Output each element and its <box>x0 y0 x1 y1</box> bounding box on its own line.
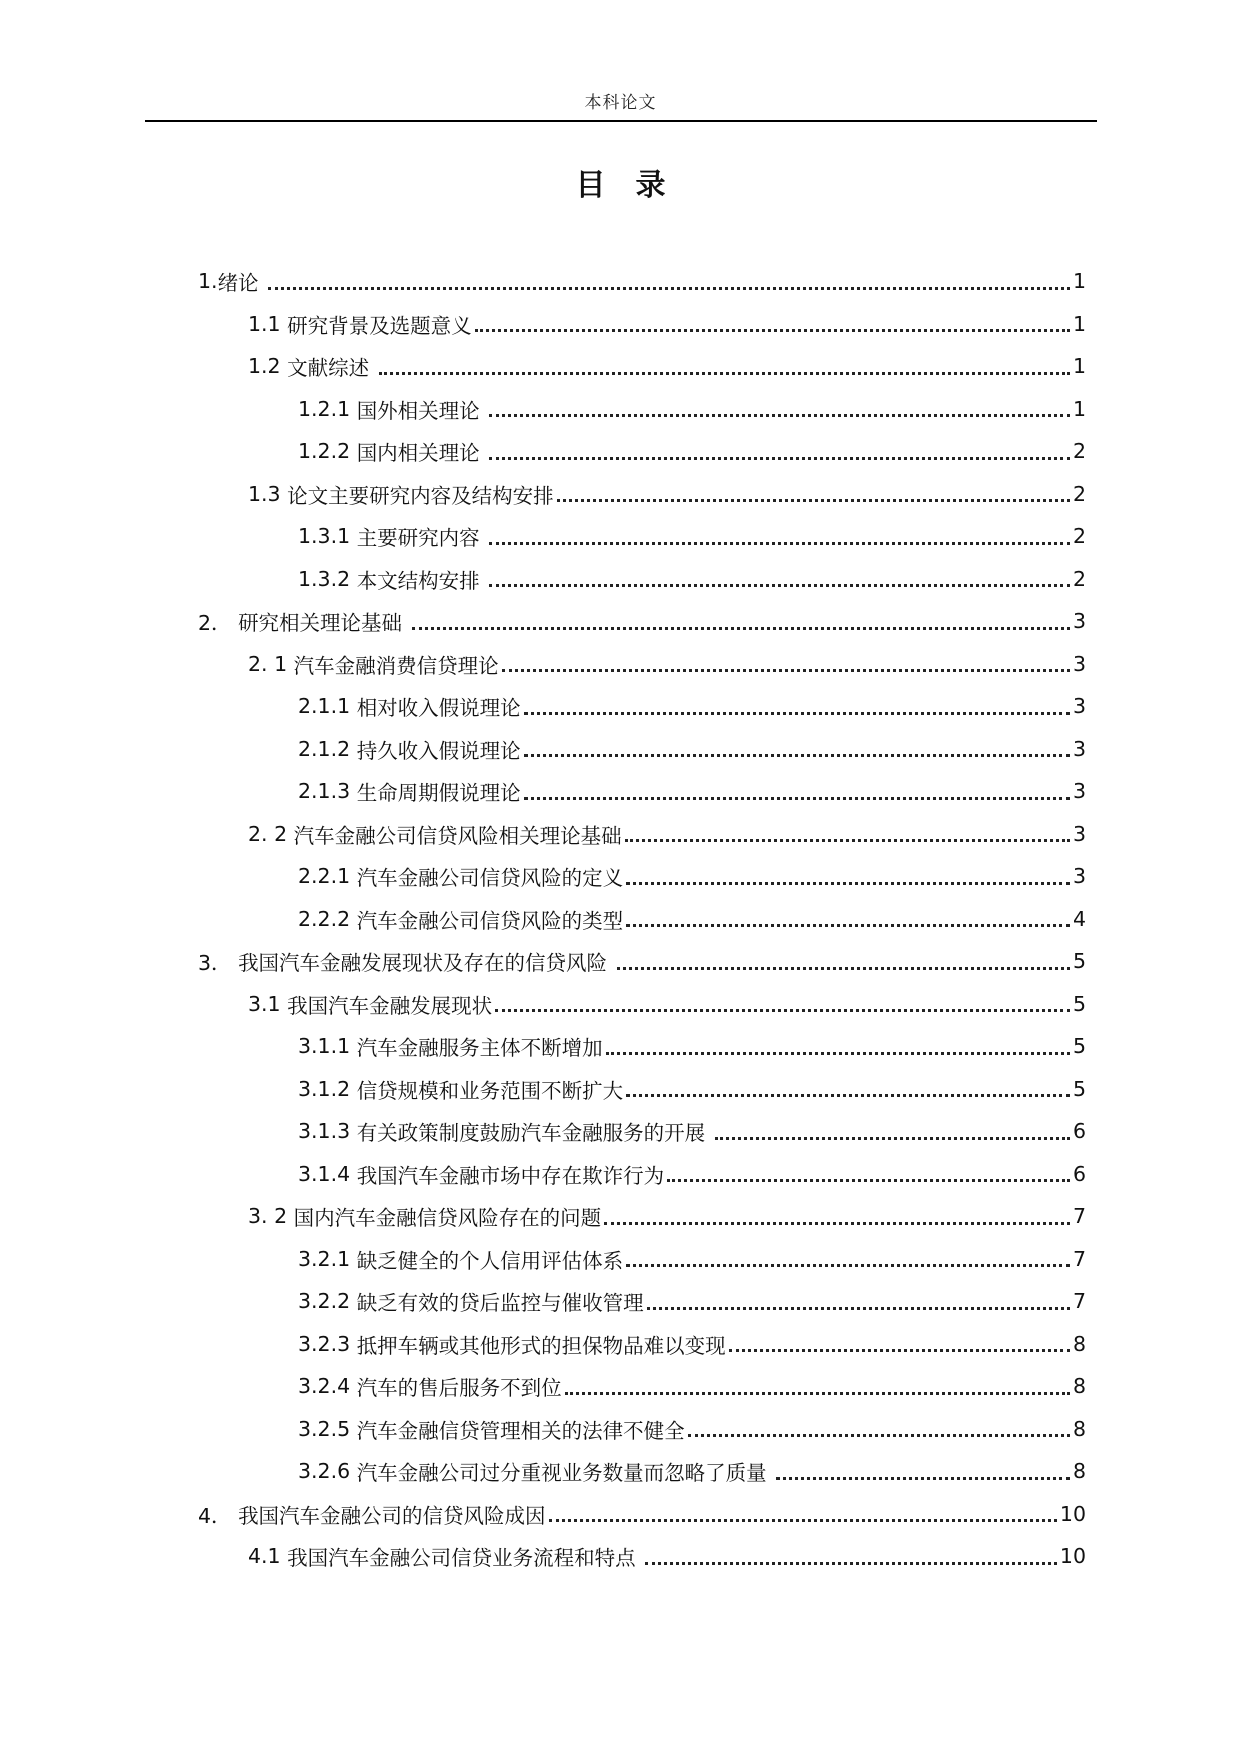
toc-entry-number: 2. 1 <box>248 651 294 676</box>
toc-entry-number: 3.2.4 <box>298 1374 357 1399</box>
toc-entry-title: 我国汽车金融发展现状及存在的信贷风险 <box>238 951 614 976</box>
toc-entry[interactable] <box>0 1195 1241 1238</box>
toc-entry-number: 3.2.3 <box>298 1331 357 1356</box>
toc-entry-title: 汽车金融公司信贷风险相关理论基础 <box>293 823 622 848</box>
toc-entry-page-number: 3 <box>1072 651 1086 676</box>
toc-entry-number: 1.3.2 <box>298 566 357 591</box>
toc-entry-title: 缺乏有效的贷后监控与催收管理 <box>356 1291 644 1316</box>
toc-entry[interactable] <box>0 898 1241 941</box>
toc-entry-number: 1.2.2 <box>298 439 357 464</box>
toc-entry-page-number: 1 <box>1072 354 1086 379</box>
toc-entry-title: 汽车金融公司过分重视业务数量而忽略了质量 <box>356 1461 774 1486</box>
toc-entry-page-number: 5 <box>1072 1034 1086 1059</box>
toc-entry-title: 国内汽车金融信贷风险存在的问题 <box>293 1206 602 1231</box>
toc-entry-title: 有关政策制度鼓励汽车金融服务的开展 <box>356 1121 712 1146</box>
dot-leader <box>626 924 1070 927</box>
dot-leader <box>667 1179 1070 1182</box>
toc-entry-page-number: 10 <box>1059 1544 1086 1569</box>
toc-entry[interactable] <box>0 388 1241 431</box>
toc-entry-number: 2.1.1 <box>298 694 357 719</box>
toc-entry-title: 我国汽车金融市场中存在欺诈行为 <box>356 1163 665 1188</box>
toc-entry-number: 1.3 <box>248 481 288 506</box>
toc-entry-page-number: 1 <box>1072 311 1086 336</box>
toc-entry-page-number: 3 <box>1072 736 1086 761</box>
toc-entry-title: 汽车金融公司信贷风险的定义 <box>356 866 624 891</box>
toc-entry-number: 3． <box>198 951 239 976</box>
dot-leader <box>715 1137 1070 1140</box>
toc-entry-title: 本文结构安排 <box>356 568 487 593</box>
toc-entry[interactable] <box>0 1365 1241 1408</box>
toc-entry[interactable] <box>0 1153 1241 1196</box>
toc-entry-number: 2. 2 <box>248 821 294 846</box>
toc-entry-page-number: 6 <box>1072 1161 1086 1186</box>
toc-entry-title: 汽车的售后服务不到位 <box>356 1376 562 1401</box>
toc-entry-title: 国内相关理论 <box>356 441 487 466</box>
dot-leader <box>565 1392 1070 1395</box>
toc-entry[interactable] <box>0 515 1241 558</box>
toc-entry-page-number: 8 <box>1072 1374 1086 1399</box>
dot-leader <box>645 1562 1057 1565</box>
dot-leader <box>549 1519 1057 1522</box>
toc-entry[interactable] <box>0 1238 1241 1281</box>
toc-entry-page-number: 7 <box>1072 1246 1086 1271</box>
toc-entry-number: 3.1.2 <box>298 1076 357 1101</box>
toc-entry-title: 我国汽车金融公司信贷业务流程和特点 <box>287 1546 643 1571</box>
toc-entry-page-number: 3 <box>1072 609 1086 634</box>
dot-leader <box>604 1222 1070 1225</box>
toc-entry-number: 3.2.5 <box>298 1416 357 1441</box>
toc-entry-title: 我国汽车金融公司的信贷风险成因 <box>238 1503 546 1528</box>
toc-entry[interactable] <box>0 940 1241 983</box>
dot-leader <box>495 1009 1070 1012</box>
toc-entry[interactable] <box>0 685 1241 728</box>
toc-entry-number: 2.2.2 <box>298 906 357 931</box>
toc-entry-page-number: 7 <box>1072 1289 1086 1314</box>
toc-entry-title: 国外相关理论 <box>356 398 487 423</box>
toc-entry-title: 生命周期假说理论 <box>356 781 521 806</box>
dot-leader <box>475 329 1070 332</box>
dot-leader <box>524 797 1070 800</box>
toc-entry-page-number: 8 <box>1072 1331 1086 1356</box>
toc-entry-page-number: 4 <box>1072 906 1086 931</box>
toc-entry-page-number: 5 <box>1072 1076 1086 1101</box>
toc-entry-number: 1.1 <box>248 311 288 336</box>
toc-entry-page-number: 3 <box>1072 864 1086 889</box>
dot-leader <box>647 1307 1070 1310</box>
toc-entry[interactable] <box>0 1493 1241 1536</box>
toc-entry-page-number: 8 <box>1072 1416 1086 1441</box>
toc-entry-title: 汽车金融公司信贷风险的类型 <box>356 908 624 933</box>
toc-entry[interactable] <box>0 1025 1241 1068</box>
toc-entry-page-number: 2 <box>1072 481 1086 506</box>
toc-entry-page-number: 1 <box>1072 396 1086 421</box>
toc-entry-number: 3.1.4 <box>298 1161 357 1186</box>
toc-entry[interactable] <box>0 728 1241 771</box>
toc-entry-page-number: 8 <box>1072 1459 1086 1484</box>
toc-entry-title: 汽车金融信贷管理相关的法律不健全 <box>356 1418 685 1443</box>
dot-leader <box>489 457 1070 460</box>
toc-entry-number: 3.2.1 <box>298 1246 357 1271</box>
toc-entry-page-number: 7 <box>1072 1204 1086 1229</box>
dot-leader <box>502 669 1070 672</box>
toc-entry-number: 4.1 <box>248 1544 288 1569</box>
toc-entry[interactable] <box>0 260 1241 303</box>
dot-leader <box>776 1477 1070 1480</box>
toc-entry[interactable] <box>0 600 1241 643</box>
dot-leader <box>626 1094 1070 1097</box>
toc-entry[interactable] <box>0 813 1241 856</box>
dot-leader <box>625 839 1070 842</box>
toc-entry[interactable] <box>0 1280 1241 1323</box>
toc-entry[interactable] <box>0 855 1241 898</box>
toc-entry-number: 3.1.1 <box>298 1034 357 1059</box>
toc-entry-number: 3.2.6 <box>298 1459 357 1484</box>
running-header: 本科论文 <box>584 93 657 113</box>
toc-entry-number: 1.3.1 <box>298 524 357 549</box>
toc-entry[interactable] <box>0 643 1241 686</box>
dot-leader <box>626 1264 1070 1267</box>
toc-entry-title: 汽车金融消费信贷理论 <box>293 653 499 678</box>
toc-entry[interactable] <box>0 1323 1241 1366</box>
toc-entry-title: 我国汽车金融发展现状 <box>287 993 493 1018</box>
dot-leader <box>626 882 1070 885</box>
toc-entry-number: 2． <box>198 611 239 636</box>
toc-entry-page-number: 2 <box>1072 524 1086 549</box>
toc-entry[interactable] <box>0 983 1241 1026</box>
toc-entry-title: 论文主要研究内容及结构安排 <box>287 483 554 508</box>
dot-leader <box>379 372 1070 375</box>
dot-leader <box>489 414 1070 417</box>
toc-entry-page-number: 6 <box>1072 1119 1086 1144</box>
toc-entry-page-number: 2 <box>1072 566 1086 591</box>
toc-entry-number: 3.1.3 <box>298 1119 357 1144</box>
dot-leader <box>557 499 1070 502</box>
toc-entry-number: 2.2.1 <box>298 864 357 889</box>
toc-entry[interactable] <box>0 1450 1241 1493</box>
dot-leader <box>268 287 1070 290</box>
toc-entry[interactable] <box>0 770 1241 813</box>
page-title: 目录 <box>575 168 696 203</box>
toc-entry-title: 汽车金融服务主体不断增加 <box>356 1036 603 1061</box>
dot-leader <box>617 967 1070 970</box>
toc-entry-title: 文献综述 <box>287 356 376 381</box>
toc-entry[interactable] <box>0 430 1241 473</box>
toc-entry-title: 绪论 <box>217 271 266 296</box>
dot-leader <box>606 1052 1070 1055</box>
toc-entry-page-number: 2 <box>1072 439 1086 464</box>
table-of-contents <box>0 260 1241 1578</box>
toc-entry-number: 1.2.1 <box>298 396 357 421</box>
toc-entry[interactable] <box>0 473 1241 516</box>
toc-entry[interactable] <box>0 1110 1241 1153</box>
toc-entry[interactable] <box>0 303 1241 346</box>
dot-leader <box>729 1349 1070 1352</box>
toc-entry-page-number: 1 <box>1072 269 1086 294</box>
toc-entry-number: 4． <box>198 1503 239 1528</box>
toc-entry-number: 1.2 <box>248 354 288 379</box>
dot-leader <box>489 542 1070 545</box>
toc-entry[interactable] <box>0 558 1241 601</box>
toc-entry-title: 主要研究内容 <box>356 526 487 551</box>
toc-entry-page-number: 3 <box>1072 821 1086 846</box>
toc-entry-number: 3.2.2 <box>298 1289 357 1314</box>
toc-entry[interactable] <box>0 1408 1241 1451</box>
header-divider <box>145 120 1097 122</box>
toc-entry-title: 信贷规模和业务范围不断扩大 <box>356 1078 624 1103</box>
toc-entry-title: 抵押车辆或其他形式的担保物品难以变现 <box>356 1333 726 1358</box>
toc-entry-page-number: 5 <box>1072 949 1086 974</box>
toc-entry-title: 相对收入假说理论 <box>356 696 521 721</box>
toc-entry-number: 3. 2 <box>248 1204 294 1229</box>
toc-entry-number: 1. <box>198 269 218 294</box>
toc-entry[interactable] <box>0 1068 1241 1111</box>
toc-entry-number: 3.1 <box>248 991 288 1016</box>
toc-entry-page-number: 3 <box>1072 779 1086 804</box>
toc-entry-page-number: 3 <box>1072 694 1086 719</box>
toc-entry-page-number: 10 <box>1059 1501 1086 1526</box>
toc-entry-title: 持久收入假说理论 <box>356 738 521 763</box>
toc-entry-page-number: 5 <box>1072 991 1086 1016</box>
toc-entry-number: 2.1.2 <box>298 736 357 761</box>
toc-entry[interactable] <box>0 1535 1241 1578</box>
dot-leader <box>524 754 1070 757</box>
dot-leader <box>489 584 1070 587</box>
dot-leader <box>688 1434 1070 1437</box>
dot-leader <box>412 627 1070 630</box>
toc-entry-title: 研究背景及选题意义 <box>287 313 472 338</box>
toc-entry-number: 2.1.3 <box>298 779 357 804</box>
toc-entry-title: 缺乏健全的个人信用评估体系 <box>356 1248 624 1273</box>
toc-entry[interactable] <box>0 345 1241 388</box>
toc-entry-title: 研究相关理论基础 <box>238 611 409 636</box>
dot-leader <box>524 712 1070 715</box>
